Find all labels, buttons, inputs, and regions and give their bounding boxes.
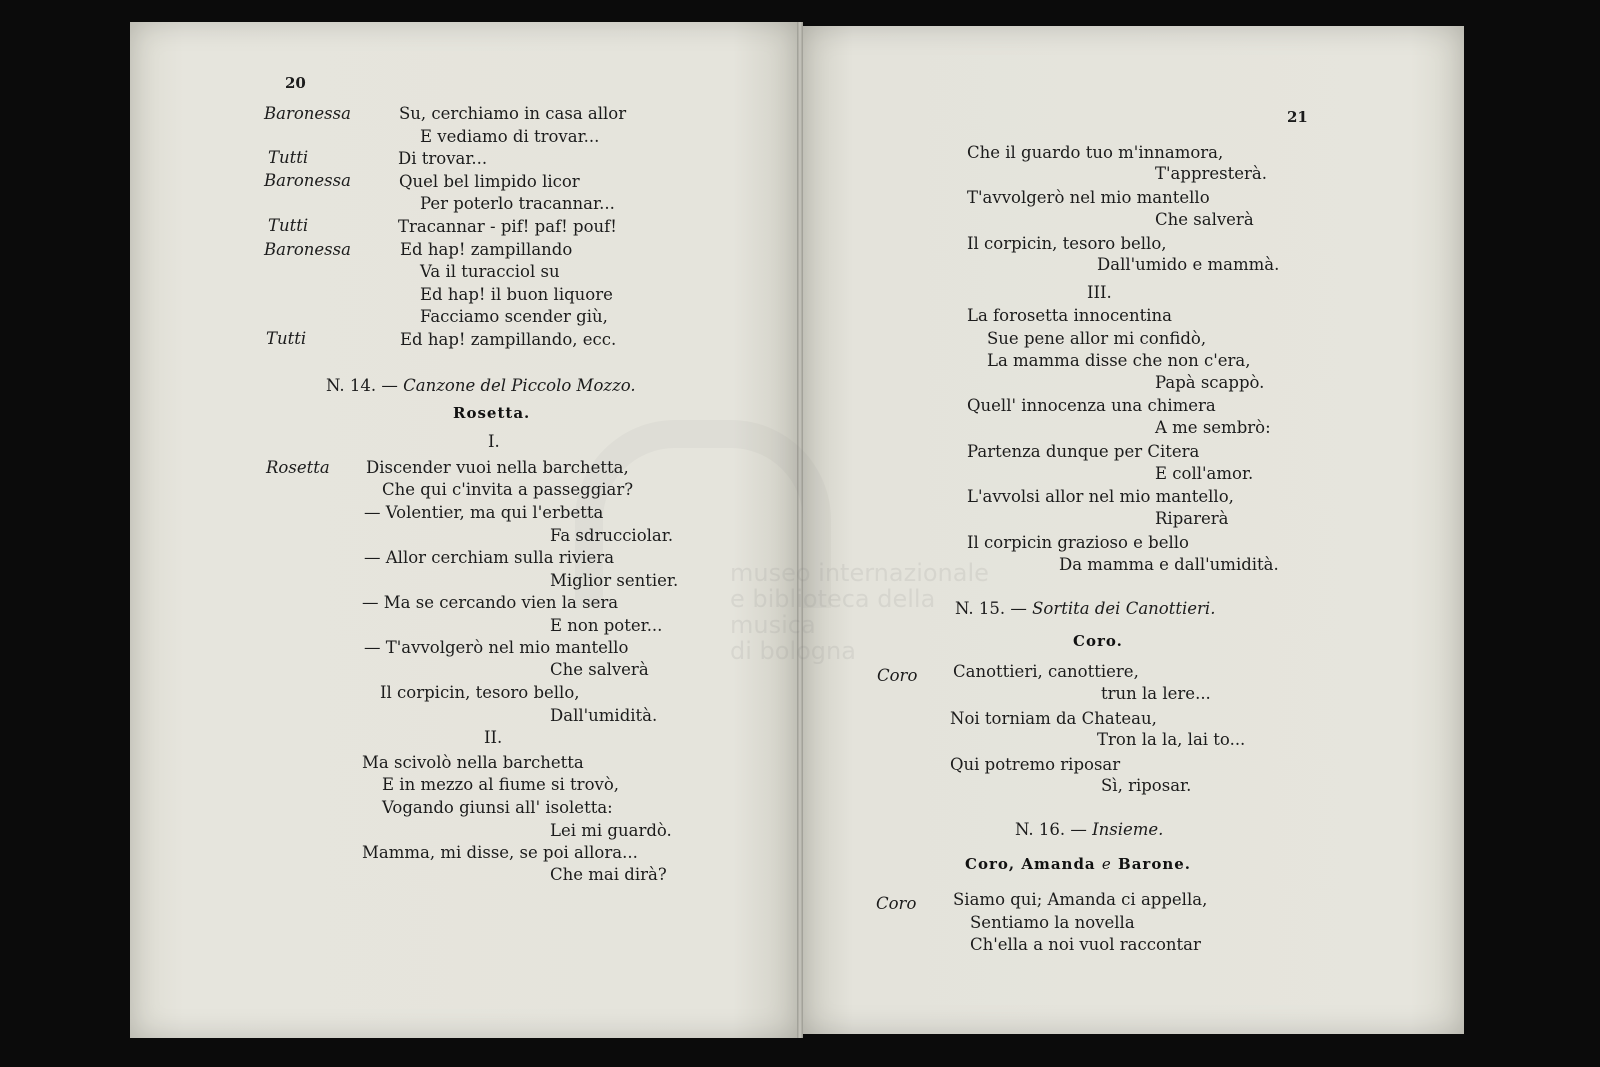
speaker-label: Coro [877, 666, 918, 685]
character-name: Rosetta. [453, 404, 531, 422]
verse-line: Fa sdrucciolar. [550, 526, 674, 545]
verse-line: Discender vuoi nella barchetta, [366, 458, 629, 477]
verse-line: Ed hap! zampillando, ecc. [400, 330, 617, 349]
verse-line: La mamma disse che non c'era, [987, 351, 1251, 370]
verse-line: Tracannar - pif! paf! pouf! [398, 217, 617, 236]
verse-line: E coll'amor. [1155, 464, 1254, 483]
verse-line: Dall'umido e mammà. [1097, 255, 1280, 274]
verse-line: trun la lere... [1101, 684, 1211, 703]
stanza-number: I. [488, 432, 500, 451]
verse-line: Siamo qui; Amanda ci appella, [953, 890, 1208, 909]
verse-line: Noi torniam da Chateau, [950, 709, 1157, 728]
verse-line: Mamma, mi disse, se poi allora... [362, 843, 638, 862]
verse-line: Il corpicin, tesoro bello, [967, 234, 1167, 253]
verse-line: — T'avvolgerò nel mio mantello [364, 638, 629, 657]
verse-line: Per poterlo tracannar... [420, 194, 615, 213]
verse-line: La forosetta innocentina [967, 306, 1172, 325]
verse-line: Papà scappò. [1155, 373, 1265, 392]
verse-line: Qui potremo riposar [950, 755, 1121, 774]
verse-line: Ed hap! zampillando [400, 240, 573, 259]
verse-line: Riparerà [1155, 509, 1229, 528]
verse-line: Tron la la, lai to... [1097, 730, 1246, 749]
speaker-label: Baronessa [264, 240, 351, 259]
character-names: Coro, Amanda e Barone. [965, 855, 1191, 873]
verse-line: A me sembrò: [1155, 418, 1271, 437]
verse-line: Che salverà [550, 660, 649, 679]
verse-line: Su, cerchiamo in casa allor [399, 104, 627, 123]
verse-line: L'avvolsi allor nel mio mantello, [967, 487, 1234, 506]
watermark-text: museo internazionale e biblioteca della musica di bologna [730, 559, 989, 665]
right-page [800, 26, 1464, 1034]
speaker-label: Baronessa [264, 104, 351, 123]
verse-line: Ch'ella a noi vuol raccontar [970, 935, 1201, 954]
verse-line: Vogando giunsi all' isoletta: [382, 798, 613, 817]
speaker-label: Coro [876, 894, 917, 913]
page-number-right: 21 [1287, 108, 1308, 126]
verse-line: Dall'umidità. [550, 706, 658, 725]
verse-line: Partenza dunque per Citera [967, 442, 1200, 461]
verse-line: Il corpicin grazioso e bello [967, 533, 1189, 552]
verse-line: Sentiamo la novella [970, 913, 1135, 932]
verse-line: Da mamma e dall'umidità. [1059, 555, 1279, 574]
verse-line: T'appresterà. [1155, 164, 1267, 183]
character-name: Coro. [1073, 632, 1123, 650]
verse-line: T'avvolgerò nel mio mantello [967, 188, 1210, 207]
stanza-number: II. [484, 728, 503, 747]
verse-line: Va il turacciol su [420, 262, 560, 281]
section-heading-15: N. 15. — Sortita dei Canottieri. [955, 599, 1216, 618]
verse-line: — Volentier, ma qui l'erbetta [364, 503, 604, 522]
verse-line: Miglior sentier. [550, 571, 679, 590]
verse-line: Il corpicin, tesoro bello, [380, 683, 580, 702]
verse-line: E vediamo di trovar... [420, 127, 600, 146]
verse-line: Quell' innocenza una chimera [967, 396, 1216, 415]
verse-line: Sì, riposar. [1101, 776, 1192, 795]
verse-line: Ed hap! il buon liquore [420, 285, 613, 304]
speaker-label: Rosetta [266, 458, 330, 477]
verse-line: Che qui c'invita a passeggiar? [382, 480, 634, 499]
speaker-label: Tutti [268, 216, 309, 235]
verse-line: Sue pene allor mi confidò, [987, 329, 1207, 348]
verse-line: E non poter... [550, 616, 663, 635]
verse-line: Ma scivolò nella barchetta [362, 753, 584, 772]
stanza-number: III. [1087, 283, 1112, 302]
verse-line: — Allor cerchiam sulla riviera [364, 548, 615, 567]
section-heading-16: N. 16. — Insieme. [1015, 820, 1164, 839]
verse-line: Facciamo scender giù, [420, 307, 608, 326]
verse-line: — Ma se cercando vien la sera [362, 593, 619, 612]
verse-line: Canottieri, canottiere, [953, 662, 1139, 681]
verse-line: Quel bel limpido licor [399, 172, 580, 191]
verse-line: Che salverà [1155, 210, 1254, 229]
verse-line: Che mai dirà? [550, 865, 667, 884]
verse-line: Che il guardo tuo m'innamora, [967, 143, 1224, 162]
verse-line: Di trovar... [398, 149, 488, 168]
speaker-label: Baronessa [264, 171, 351, 190]
speaker-label: Tutti [266, 329, 307, 348]
page-number-left: 20 [285, 74, 306, 92]
verse-line: Lei mi guardò. [550, 821, 672, 840]
verse-line: E in mezzo al fiume si trovò, [382, 775, 620, 794]
section-heading-14: N. 14. — Canzone del Piccolo Mozzo. [326, 376, 636, 395]
speaker-label: Tutti [268, 148, 309, 167]
